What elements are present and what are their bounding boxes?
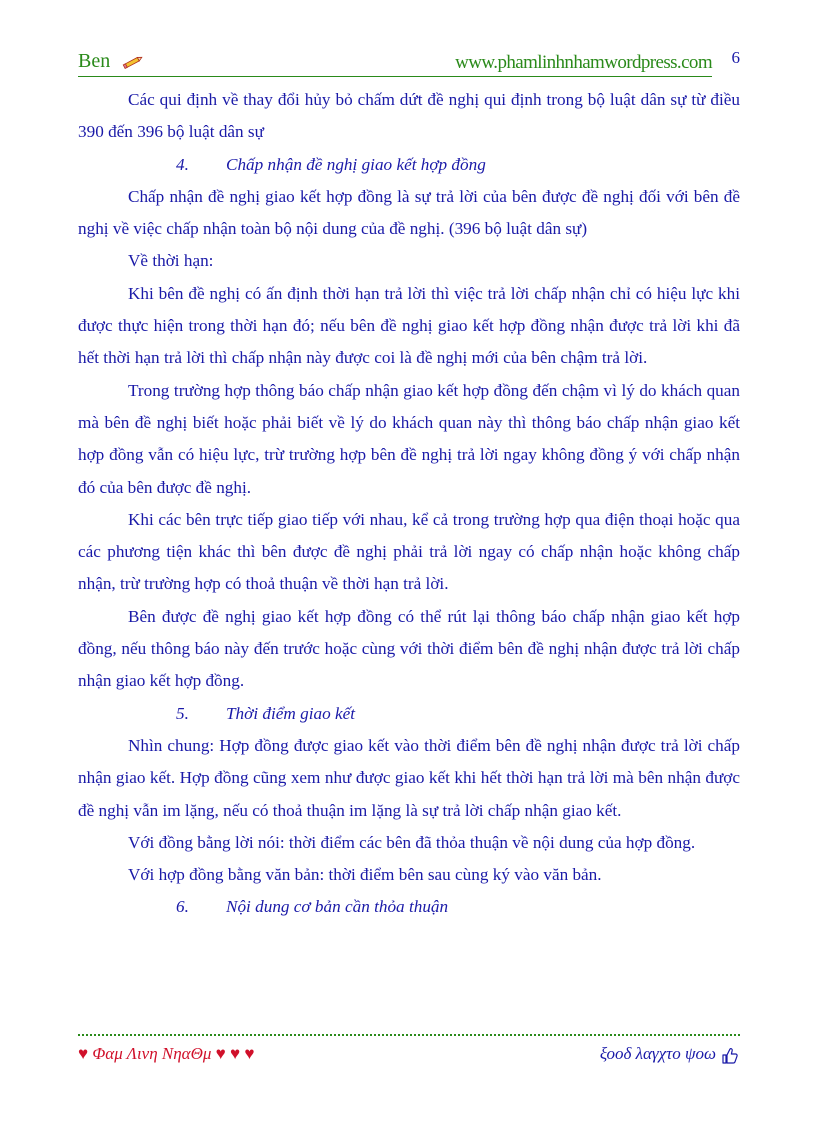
footer-author-name: Φαμ Λινη ΝηαΘμ xyxy=(92,1044,212,1063)
page-header xyxy=(78,46,740,76)
paragraph: Trong trường hợp thông báo chấp nhận giao kết hợp đồng đến chậm vì lý do khách quan mà bên đề nghị biết hoặc phải biết về lý do khách quan này thì thông báo chấp nhận giao kết hợp đồng vẫn có hiệu lực, trừ trường hợp bên đề nghị trả lời ngay không đồng ý với chấp nhận đó của bên được đề nghị. xyxy=(78,380,740,497)
section-number: 5. xyxy=(176,703,189,723)
intro-paragraph: Các qui định về thay đổi hủy bỏ chấm dứt đề nghị qui định trong bộ luật dân sự từ điều 390 đến 396 bộ luật dân sự xyxy=(78,90,740,142)
section-heading-5 xyxy=(78,698,740,730)
section-title: Nội dung cơ bản cần thỏa thuận xyxy=(226,897,449,917)
footer-motto: ξοοδ λαγχτο ψοω xyxy=(599,1044,716,1063)
pencil-icon xyxy=(122,55,144,69)
paragraph: Nhìn chung: Hợp đồng được giao kết vào thời điểm bên đề nghị nhận được trả lời chấp nhận giao kết. Hợp đồng cũng xem như được giao kết khi hết thời hạn trả lời mà bên nhận được đề nghị vẫn im lặng, nếu có thoả thuận im lặng là sự trả lời chấp nhận giao kết. xyxy=(78,735,740,820)
paragraph: Khi bên đề nghị có ấn định thời hạn trả lời thì việc trả lời chấp nhận chỉ có hiệu lực khi được thực hiện trong thời hạn đó; nếu bên đề nghị giao kết hợp đồng nhận được trả lời khi đã hết thời hạn trả lời thì chấp nhận này được coi là đề nghị mới của bên chậm trả lời. xyxy=(78,283,740,368)
section-number: 4. xyxy=(176,154,189,174)
document-body xyxy=(78,84,740,924)
section-heading-4 xyxy=(78,149,740,181)
paragraph: Với đồng bằng lời nói: thời điểm các bên đã thỏa thuận về nội dung của hợp đồng. xyxy=(128,832,696,852)
section-number: 6. xyxy=(176,897,189,917)
header-divider xyxy=(78,76,712,77)
section-title: Chấp nhận đề nghị giao kết hợp đồng xyxy=(226,154,486,174)
thumbs-up-icon xyxy=(720,1046,740,1066)
footer-divider xyxy=(78,1034,740,1036)
section-heading-6 xyxy=(78,891,740,923)
heart-icon: ♥ xyxy=(78,1044,89,1063)
footer-author xyxy=(78,1044,254,1064)
paragraph: Với hợp đồng bằng văn bản: thời điểm bên sau cùng ký vào văn bản. xyxy=(128,865,602,885)
paragraph: Chấp nhận đề nghị giao kết hợp đồng là sự trả lời của bên được đề nghị đối với bên đề nghị về việc chấp nhận toàn bộ nội dung của đề nghị. (396 bộ luật dân sự) xyxy=(78,186,740,239)
page-number: 6 xyxy=(731,48,740,67)
hearts-icon: ♥ ♥ ♥ xyxy=(215,1044,255,1063)
paragraph: Về thời hạn: xyxy=(128,251,214,271)
header-brand: Ben xyxy=(78,50,111,72)
section-title: Thời điểm giao kết xyxy=(226,703,355,723)
header-website-link[interactable]: www.phamlinhnhamwordpress.com xyxy=(455,52,712,73)
paragraph: Bên được đề nghị giao kết hợp đồng có thể rút lại thông báo chấp nhận giao kết hợp đồng, nếu thông báo này đến trước hoặc cùng với thời điểm bên đề nghị nhận được trả lời chấp nhận giao kết hợp đồng. xyxy=(78,606,740,691)
page-footer xyxy=(78,1044,740,1068)
paragraph: Khi các bên trực tiếp giao tiếp với nhau, kể cả trong trường hợp qua điện thoại hoặc qua các phương tiện khác thì bên được đề nghị phải trả lời ngay có chấp nhận hoặc không chấp nhận, trừ trường hợp có thoả thuận về thời hạn trả lời. xyxy=(78,509,740,594)
